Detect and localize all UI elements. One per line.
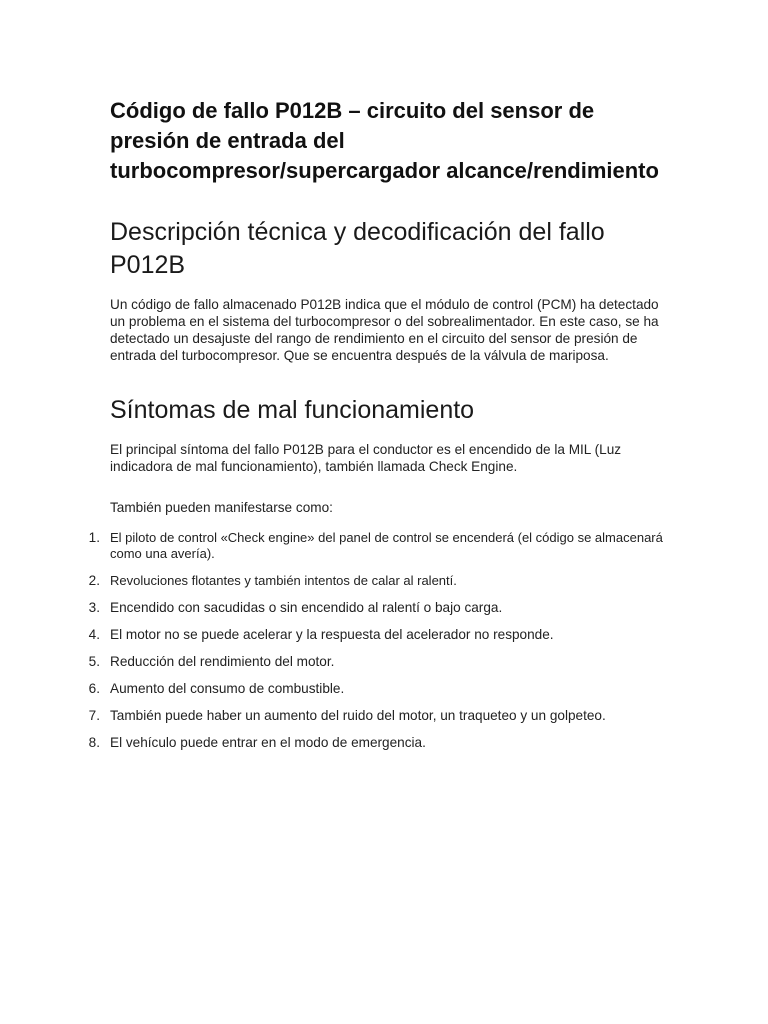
- section-heading-technical-description: Descripción técnica y decodificación del fallo P012B: [110, 218, 605, 279]
- list-item: [88, 708, 670, 724]
- technical-description-paragraph: Un código de fallo almacenado P012B indica que el módulo de control (PCM) ha detectado un problema en el sistema del turbocompresor o del sobrealimentador. En este caso, se ha detectado un desajuste del rango de rendimiento en el circuito del sensor de presión de entrada del turbocompresor. Que se encuentra después de la válvula de mariposa.: [110, 297, 659, 363]
- list-item-text: Encendido con sacudidas o sin encendido al ralentí o bajo carga.: [110, 600, 503, 615]
- list-item-number: 8.: [88, 735, 100, 750]
- symptoms-main-paragraph: El principal síntoma del fallo P012B para el conductor es el encendido de la MIL (Luz indicadora de mal funcionamiento), también llamada Check Engine.: [110, 442, 622, 474]
- list-item-text: Aumento del consumo de combustible.: [110, 681, 345, 696]
- symptoms-list-intro: También pueden manifestarse como:: [110, 500, 333, 515]
- document-page: [88, 96, 670, 762]
- section-heading-symptoms: Síntomas de mal funcionamiento: [110, 396, 475, 424]
- list-item-text: El vehículo puede entrar en el modo de emergencia.: [110, 735, 426, 750]
- list-item: [88, 600, 670, 616]
- list-item-number: 4.: [88, 627, 100, 642]
- list-item-number: 5.: [88, 654, 100, 669]
- list-item: [88, 681, 670, 697]
- list-item: [88, 627, 670, 643]
- list-item-text: El piloto de control «Check engine» del panel de control se encenderá (el código se almacenará como una avería).: [110, 530, 663, 561]
- list-item: [88, 573, 670, 589]
- document-title: Código de fallo P012B – circuito del sensor de presión de entrada del turbocompresor/supercargador alcance/rendimiento: [110, 98, 659, 183]
- list-item: [88, 530, 670, 562]
- list-item-text: También puede haber un aumento del ruido del motor, un traqueteo y un golpeteo.: [110, 708, 606, 723]
- list-item-number: 6.: [88, 681, 100, 696]
- list-item: [88, 654, 670, 670]
- section-technical-description: [110, 216, 670, 364]
- symptom-list: [88, 530, 670, 751]
- list-item-number: 1.: [88, 530, 100, 545]
- section-symptoms: [88, 394, 670, 751]
- list-item: [88, 735, 670, 751]
- list-item-number: 2.: [88, 573, 100, 588]
- list-item-text: El motor no se puede acelerar y la respuesta del acelerador no responde.: [110, 627, 554, 642]
- list-item-number: 7.: [88, 708, 100, 723]
- list-item-number: 3.: [88, 600, 100, 615]
- list-item-text: Revoluciones flotantes y también intentos de calar al ralentí.: [110, 573, 457, 588]
- list-item-text: Reducción del rendimiento del motor.: [110, 654, 335, 669]
